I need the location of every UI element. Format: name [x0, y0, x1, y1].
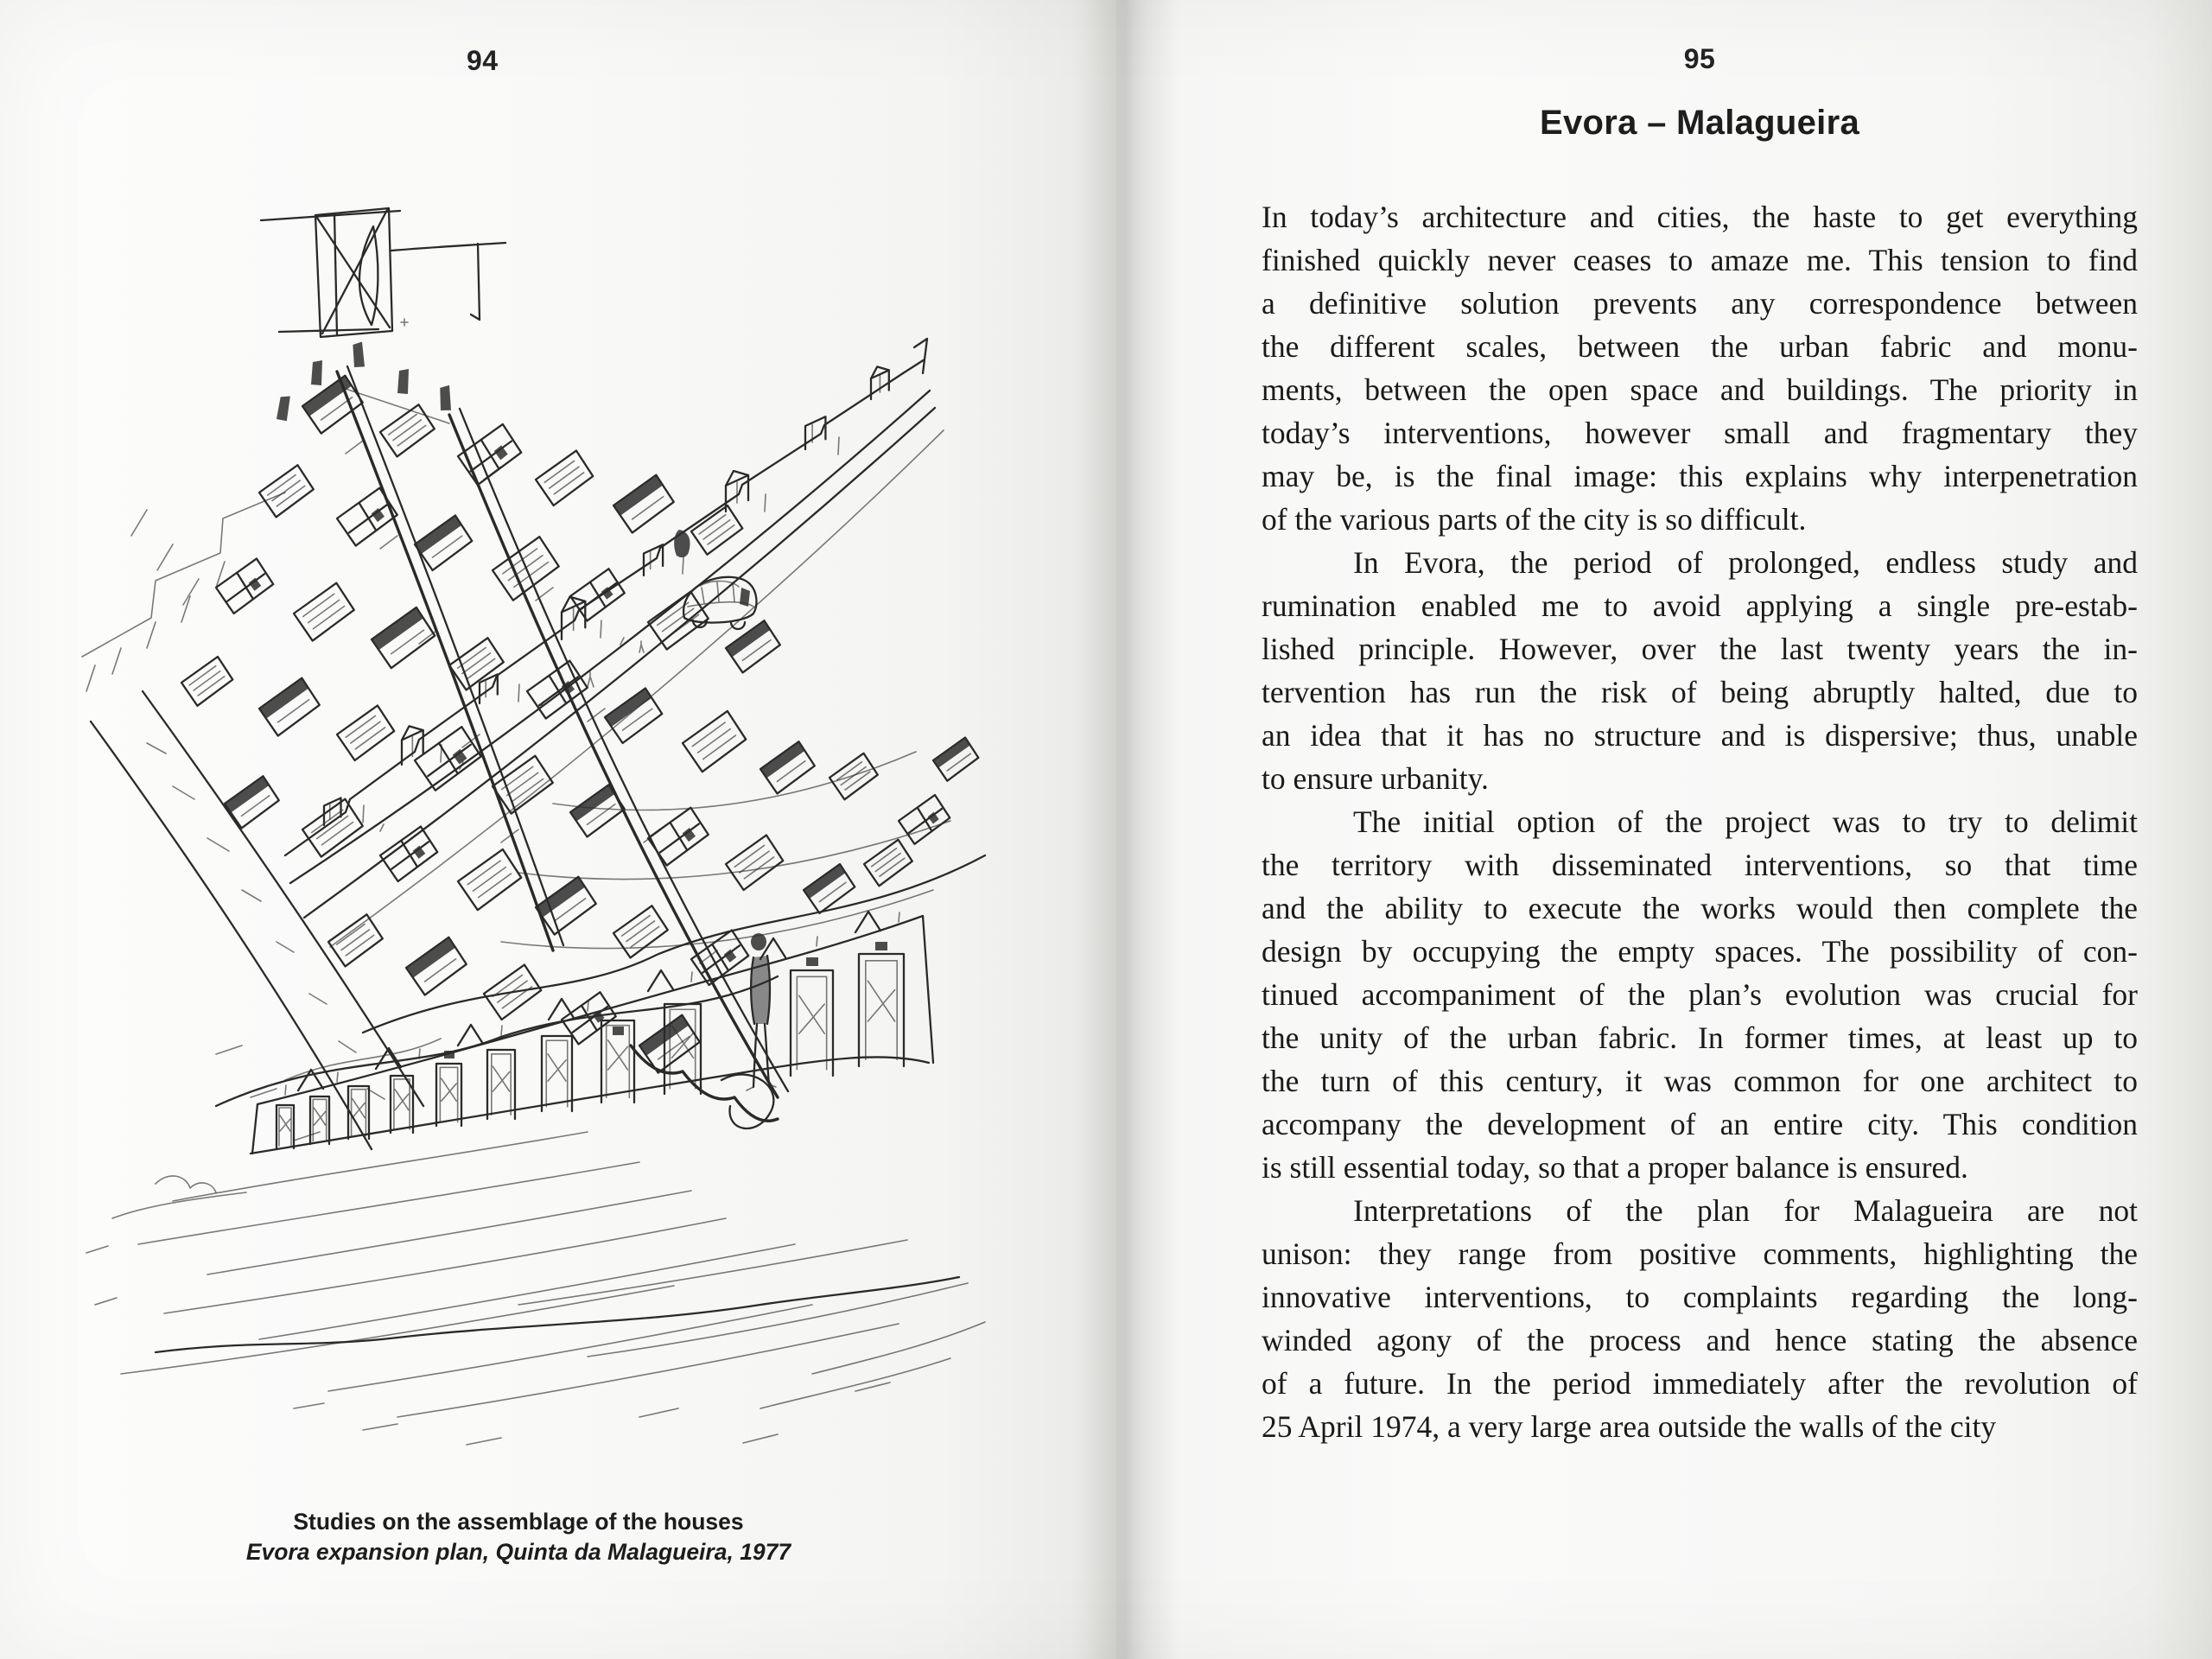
text-line: the different scales, between the urban fabric and monu-: [1262, 329, 2138, 364]
caption-source: Evora expansion plan, Quinta da Malagueira, 1977: [245, 1539, 791, 1565]
text-line: accompany the development of an entire city. This condition: [1262, 1107, 2138, 1141]
text-line: winded agony of the process and hence stating the absence: [1262, 1323, 2138, 1357]
text-line: is still essential today, so that a proper balance is ensured.: [1262, 1150, 1968, 1185]
text-line: rumination enabled me to avoid applying a single pre-estab-: [1262, 588, 2138, 623]
text-line: and the ability to execute the works would then complete the: [1262, 891, 2138, 925]
text-line: an idea that it has no structure and is dispersive; thus, unable: [1262, 718, 2138, 753]
text-line: Interpretations of the plan for Malagueira are not: [1353, 1193, 2138, 1228]
text-line: 25 April 1974, a very large area outside the walls of the city: [1262, 1409, 1997, 1444]
text-line: In Evora, the period of prolonged, endless study and: [1353, 545, 2138, 580]
plan-diagram: [261, 208, 505, 337]
body-text: [1262, 195, 2138, 1448]
figure-caption: [233, 1507, 804, 1567]
text-line: lished principle. However, over the last twenty years the in-: [1262, 632, 2138, 666]
text-line: the turn of this century, it was common for one architect to: [1262, 1064, 2138, 1098]
text-line: unison: they range from positive comments, highlighting the: [1262, 1236, 2138, 1271]
page-number-left: 94: [467, 45, 499, 76]
text-line: today’s interventions, however small and fragmentary they: [1262, 416, 2138, 450]
text-line: ments, between the open space and buildings. The priority in: [1262, 372, 2138, 407]
text-line: the territory with disseminated interventions, so that time: [1262, 848, 2138, 882]
terrace-outline: [82, 493, 285, 691]
page-number-right: 95: [1683, 43, 1716, 74]
text-line: finished quickly never ceases to amaze me. This tension to find: [1262, 243, 2138, 277]
right-page: [1116, 0, 2212, 1659]
text-line: to ensure urbanity.: [1262, 761, 1489, 796]
housing-cluster: [179, 341, 982, 1128]
ground-strokes: [86, 1132, 985, 1445]
text-line: of a future. In the period immediately after the revolution of: [1262, 1366, 2138, 1401]
chapter-heading: Evora – Malagueira: [1539, 104, 1859, 142]
text-line: a definitive solution prevents any correspondence between: [1262, 286, 2138, 321]
embankment: [91, 691, 423, 1149]
sketch-figure: [35, 181, 1037, 1478]
street-wall: [112, 912, 933, 1218]
text-line: tervention has run the risk of being abruptly halted, due to: [1262, 675, 2138, 709]
text-line: The initial option of the project was to try to delimit: [1353, 804, 2138, 839]
car: [683, 577, 756, 629]
text-line: innovative interventions, to complaints regarding the long-: [1262, 1280, 2138, 1314]
text-line: the unity of the urban fabric. In former times, at least up to: [1262, 1020, 2138, 1055]
text-line: may be, is the final image: this explains why interpenetration: [1262, 459, 2138, 493]
caption-title: Studies on the assemblage of the houses: [293, 1509, 744, 1535]
text-line: of the various parts of the city is so difficult.: [1262, 502, 1807, 537]
text-line: In today’s architecture and cities, the haste to get everything: [1262, 200, 2138, 234]
text-line: tinued accompaniment of the plan’s evolution was crucial for: [1262, 977, 2138, 1012]
text-line: design by occupying the empty spaces. The possibility of con-: [1262, 934, 2138, 969]
